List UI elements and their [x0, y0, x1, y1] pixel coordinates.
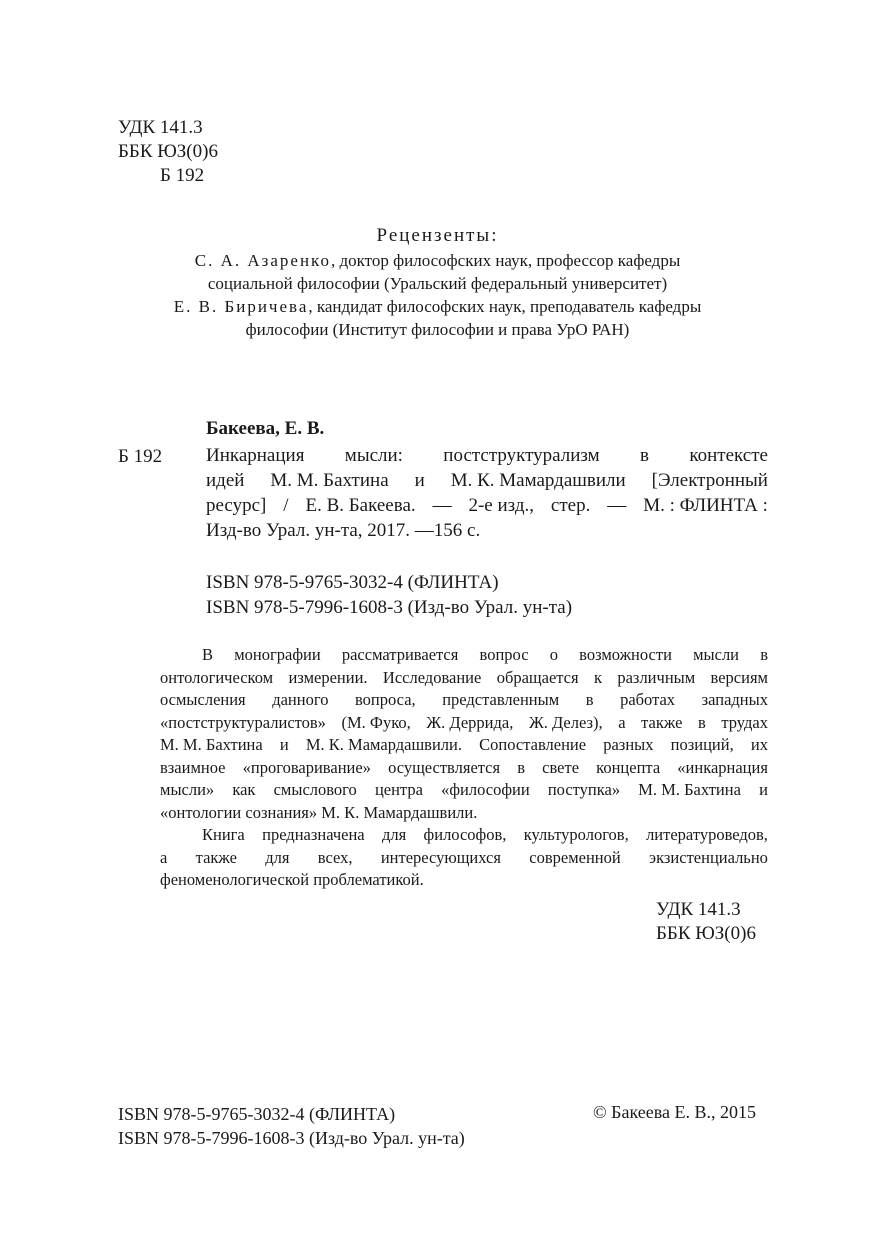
text-line [160, 847, 768, 870]
text-line [160, 644, 768, 667]
word: трудах [721, 712, 768, 732]
word: осмысления [160, 690, 246, 709]
word: Ж. Деррида, [426, 712, 514, 732]
word: «инкарнация [677, 757, 768, 777]
word: для [381, 825, 407, 844]
word: современной [529, 847, 621, 867]
word: «онтологии сознания» М. К. Мамардашвили. [160, 802, 478, 822]
word: литературоведов, [646, 825, 768, 844]
word: интересующихся [380, 847, 501, 867]
reviewer-1-name: С. А. Азаренко [194, 251, 331, 270]
word: как [232, 780, 256, 799]
word: — [432, 495, 452, 516]
word: в [760, 645, 768, 664]
footer-isbn-ural: ISBN 978-5-7996-1608-3 (Изд-во Урал. ун-та) [118, 1128, 465, 1148]
word: поступка» [547, 780, 621, 799]
word: в [585, 690, 594, 709]
word: различным [617, 667, 696, 687]
reviewers-heading: Рецензенты: [376, 225, 499, 246]
word: возможности [579, 645, 672, 664]
word: 2-е изд., [468, 495, 534, 516]
word: постструктурализм [443, 445, 600, 466]
word: — [607, 495, 627, 516]
word: (М. Фуко, [341, 712, 411, 732]
word: смыслового [273, 780, 357, 799]
reviewer-2: Е. В. Биричева, кандидат философских наук, преподаватель кафедры [173, 297, 702, 316]
word: ресурс] [206, 495, 267, 516]
word: работах [620, 690, 676, 709]
word: и [279, 735, 289, 754]
word: предназначена [262, 825, 365, 844]
word: концепта [596, 757, 661, 777]
word: для [265, 847, 290, 867]
word: «философии [441, 780, 530, 799]
text-line [160, 824, 768, 847]
reviewer-2-name: Е. В. Биричева [173, 297, 309, 316]
word: их [750, 735, 768, 754]
reviewers-block [0, 224, 875, 341]
word: измерении. [288, 667, 368, 687]
text-line [160, 757, 768, 780]
word: культурологов, [523, 825, 629, 844]
isbn-ural: ISBN 978-5-7996-1608-3 (Изд-во Урал. ун-та) [206, 597, 573, 618]
copyright-notice: © Бакеева Е. В., 2015 [593, 1102, 757, 1122]
text-line [206, 468, 768, 493]
word: экзистенциально [649, 847, 768, 867]
word: о [549, 645, 558, 664]
word: вопрос [479, 645, 529, 664]
text-line [160, 667, 768, 690]
word: мысли [693, 645, 740, 664]
word: представленным [442, 690, 560, 709]
word: Изд-во Урал. ун-та, 2017. —156 с. [206, 520, 481, 541]
word: и [759, 780, 768, 799]
word: к [593, 667, 602, 687]
text-line [206, 493, 768, 518]
udk-code: УДК 141.3 [118, 117, 203, 138]
text-line [160, 712, 768, 735]
text-line [206, 443, 768, 468]
word: в [640, 445, 649, 466]
word: стер. [550, 495, 591, 516]
text-line [160, 869, 768, 892]
reviewer-1-affiliation: социальной философии (Уральский федеральный университет) [207, 274, 668, 293]
word: Книга [202, 825, 245, 844]
word: философов, [423, 825, 507, 844]
word: позиций, [670, 735, 734, 754]
word: М. : ФЛИНТА : [643, 495, 768, 516]
word: М. М. Бахтина [270, 470, 389, 491]
word: «проговаривание» [242, 757, 371, 777]
word: Е. В. Бакеева. [305, 495, 416, 516]
isbn-block [206, 570, 572, 620]
text-line [160, 734, 768, 757]
bbk-code: ББК ЮЗ(0)6 [118, 141, 218, 162]
word: и [414, 470, 425, 491]
word: разных [603, 735, 654, 754]
footer-isbn-flinta: ISBN 978-5-9765-3032-4 (ФЛИНТА) [118, 1104, 396, 1124]
word: Ж. Делез), [528, 712, 603, 732]
footer-isbn [118, 1102, 465, 1150]
word: В [202, 645, 214, 664]
word: данного [272, 690, 329, 709]
word: также [195, 847, 237, 867]
udk-block-top [118, 116, 218, 188]
text-line [160, 802, 768, 825]
word: М. К. Мамардашвили [450, 470, 626, 491]
author-mark: Б 192 [160, 165, 205, 186]
word: центра [374, 780, 423, 799]
word: контексте [689, 445, 768, 466]
word: в [517, 757, 526, 777]
word: в [697, 712, 706, 732]
word: версиям [710, 667, 768, 687]
word: М. М. Бахтина [160, 735, 263, 754]
word: Инкарнация [206, 445, 305, 466]
text-line [160, 689, 768, 712]
bibliographic-description [206, 443, 768, 543]
word: всех, [317, 847, 353, 867]
reviewer-1: С. А. Азаренко, доктор философских наук, профессор кафедры [194, 251, 681, 270]
word: также [641, 712, 683, 732]
record-author-mark: Б 192 [118, 446, 163, 467]
record-author: Бакеева, Е. В. [206, 418, 325, 439]
word: М. К. Мамардашвили. [305, 735, 462, 754]
udk-block-bottom [656, 898, 756, 946]
word: осуществляется [388, 757, 501, 777]
bbk-code-bottom: ББК ЮЗ(0)6 [656, 923, 756, 944]
word: мысли» [160, 780, 215, 799]
word: рассматривается [341, 645, 459, 664]
word: свете [542, 757, 580, 777]
word: онтологическом [160, 667, 274, 687]
word: / [283, 495, 289, 516]
word: М. М. Бахтина [638, 780, 741, 799]
word: идей [206, 470, 245, 491]
word: обращается [496, 667, 579, 687]
word: Сопоставление [479, 735, 587, 754]
word: мысли: [344, 445, 403, 466]
word: феноменологической проблематикой. [160, 870, 424, 889]
word: «постструктуралистов» [160, 712, 326, 732]
word: Исследование [382, 667, 482, 687]
text-line [206, 518, 768, 543]
udk-code-bottom: УДК 141.3 [656, 899, 741, 920]
word: а [160, 847, 168, 867]
word: а [618, 712, 626, 732]
word: вопроса, [355, 690, 416, 709]
word: взаимное [160, 757, 226, 777]
word: монографии [234, 645, 321, 664]
text-line [160, 779, 768, 802]
abstract-text [160, 644, 768, 892]
word: западных [701, 690, 768, 709]
isbn-flinta: ISBN 978-5-9765-3032-4 (ФЛИНТА) [206, 572, 499, 593]
word: [Электронный [651, 470, 768, 491]
reviewer-2-affiliation: философии (Институт философии и права УрО РАН) [245, 320, 630, 339]
